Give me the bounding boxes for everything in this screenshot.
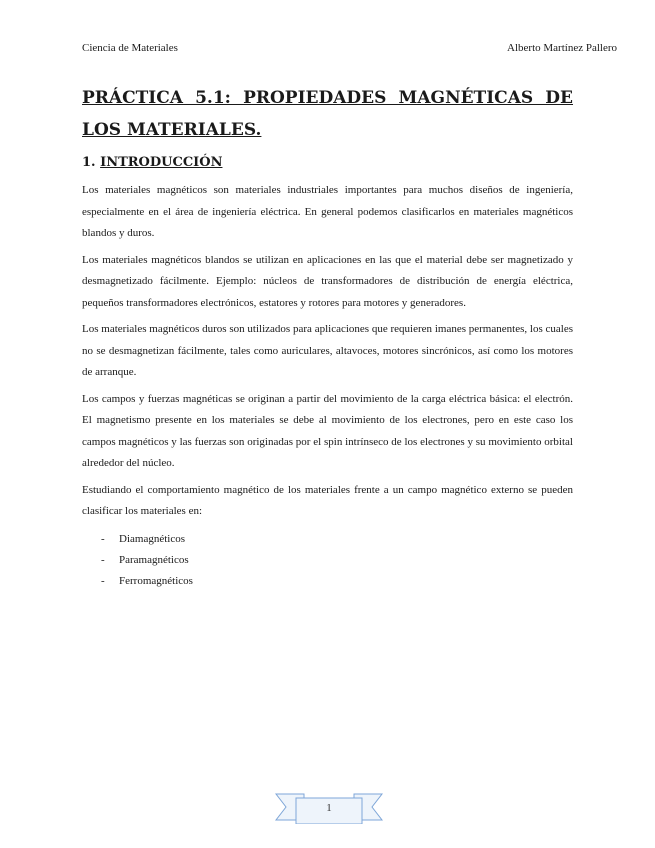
paragraph: Los materiales magnéticos blandos se utilizan en aplicaciones en las que el material debe ser magnetizado y desmagnetizado fácilmente. Ejemplo: núcleos de transformadores de distribución de energía eléctrica, pequeños transformadores electrónicos, estatores y rotores para motores y generadores. — [82, 253, 573, 309]
list-marker: - — [101, 574, 105, 587]
header-left: Ciencia de Materiales — [82, 42, 178, 54]
section-heading — [82, 155, 222, 170]
list-item-text: Paramagnéticos — [119, 553, 189, 566]
page-number-ribbon — [274, 790, 384, 824]
section-title: INTRODUCCIÓN — [100, 155, 223, 170]
paragraph: Los campos y fuerzas magnéticas se originan a partir del movimiento de la carga eléctrica básica: el electrón. El magnetismo presente en los materiales se debe al movimiento de los electrones, pero en este caso los campos magnéticos y las fuerzas son originadas por el spin intrínseco de los electrones y su movimiento orbital alrededor del núcleo. — [82, 392, 573, 469]
list-item-text: Ferromagnéticos — [119, 574, 193, 587]
list-marker: - — [101, 532, 105, 545]
page-title: PRÁCTICA 5.1: PROPIEDADES MAGNÉTICAS DE LOS MATERIALES. — [82, 88, 573, 140]
paragraph: Estudiando el comportamiento magnético de los materiales frente a un campo magnético externo se pueden clasificar los materiales en: — [82, 483, 573, 517]
page-number: 1 — [326, 802, 332, 814]
paragraph: Los materiales magnéticos son materiales industriales importantes para muchos diseños de ingeniería, especialmente en el área de ingeniería eléctrica. En general podemos clasificarlos en materiales magnéticos blandos y duros. — [82, 184, 573, 239]
list-item — [82, 571, 573, 592]
list-item — [82, 550, 573, 571]
paragraph: Los materiales magnéticos duros son utilizados para aplicaciones que requieren imanes permanentes, los cuales no se desmagnetizan fácilmente, tales como auriculares, altavoces, motores sincrónicos, así como los motores de arranque. — [82, 323, 573, 378]
list-item-text: Diamagnéticos — [119, 532, 185, 545]
header-right: Alberto Martínez Pallero — [507, 42, 617, 54]
materials-list — [82, 529, 573, 592]
body-text — [82, 180, 573, 592]
list-item — [82, 529, 573, 550]
list-marker: - — [101, 553, 105, 566]
section-number: 1. — [82, 155, 96, 170]
